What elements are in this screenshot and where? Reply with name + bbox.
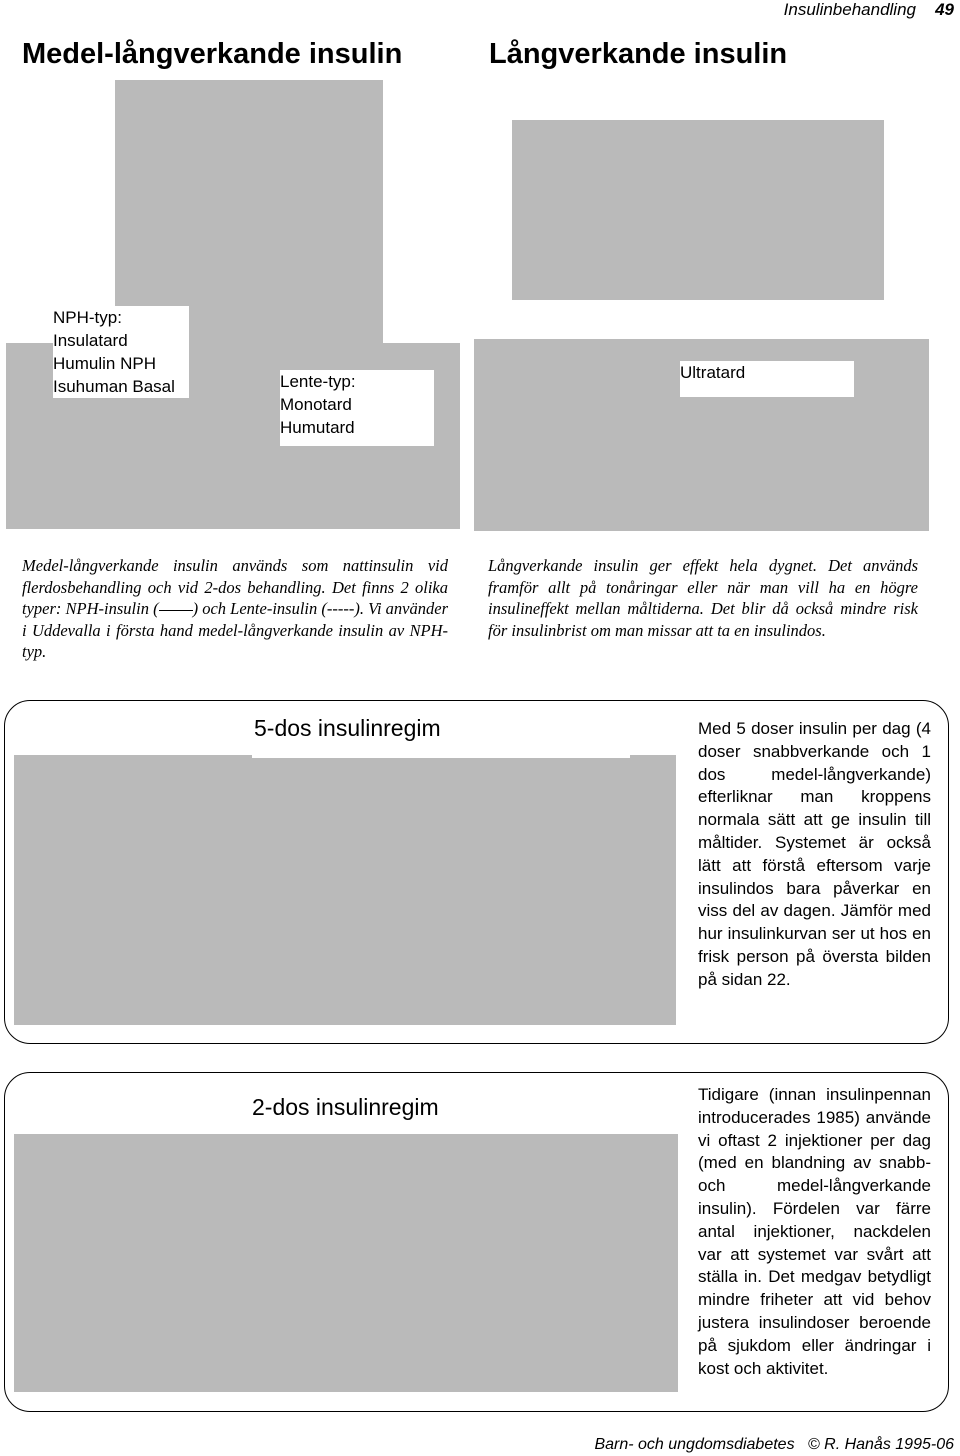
heading-medel-langverkande: Medel-långverkande insulin	[22, 38, 403, 70]
nph-label-line: Insulatard	[53, 331, 128, 350]
nph-type-label	[53, 306, 189, 398]
title-2dos: 2-dos insulinregim	[252, 1094, 439, 1120]
heading-langverkande: Långverkande insulin	[489, 38, 788, 70]
ultratard-label	[680, 361, 854, 397]
figure-ultratard-top	[512, 120, 884, 300]
figure-2dos	[14, 1134, 678, 1392]
text-5dos: Med 5 doser insulin per dag (4 doser snabbverkande och 1 dos medel-långverkande) efterliknar man kroppens normala sätt att ge insulin till måltider. Systemet är också lätt att förstå eftersom varje insulindos bara påverkar en viss del av dagen. Jämför med hur insulinkurvan ser ut hos en frisk person på översta bilden på sidan 22.	[698, 719, 931, 989]
figure-5dos	[14, 755, 676, 1025]
right-body-paragraph: Långverkande insulin ger effekt hela dygnet. Det används framför allt på tonåringar eller när man vill ha en högre insulineffekt mellan måltiderna. Det blir då också mindre risk för insulinbrist om man missar att ta en insulindos.	[488, 556, 918, 640]
nph-line-sample	[159, 610, 193, 611]
nph-label-line: Humulin NPH	[53, 354, 156, 373]
left-body-text-1: Medel-långverkande insulin används som nattinsulin vid flerdosbehandling och vid 2-dos behandling. Det finns 2 olika typer: NPH-insulin (	[22, 556, 448, 619]
lente-label-line: Monotard	[280, 395, 352, 414]
lente-type-label	[280, 370, 434, 446]
lente-label-line: Lente-typ:	[280, 372, 356, 391]
ultratard-label-text: Ultratard	[680, 363, 746, 382]
nph-label-line: Isuhuman Basal	[53, 377, 175, 396]
text-2dos: Tidigare (innan insulinpennan introducerades 1985) använde vi oftast 2 injektioner per dag (med en blandning av snabb- och medel-långverkande insulin). Fördelen var färre antal injektioner, nackdelen var att systemet var svårt att ställa in. Det medgav betydligt mindre friheter att vid behov justera insulindoser beroende på sjukdom eller ändringar i kost och aktivitet.	[698, 1085, 931, 1378]
nph-label-line: NPH-typ:	[53, 308, 122, 327]
left-body-paragraph	[22, 555, 448, 663]
left-body-text-2: ) och Lente-insulin (-----). Vi använder i Uddevalla i första hand medel-långverkande insulin av NPH-typ.	[22, 599, 448, 662]
page-number: 49	[935, 0, 954, 19]
title-5dos: 5-dos insulinregim	[254, 715, 441, 741]
lente-label-line: Humutard	[280, 418, 355, 437]
running-head: Insulinbehandling	[783, 0, 916, 19]
footer-credit: Barn- och ungdomsdiabetes © R. Hanås 1995-06	[594, 1436, 954, 1453]
